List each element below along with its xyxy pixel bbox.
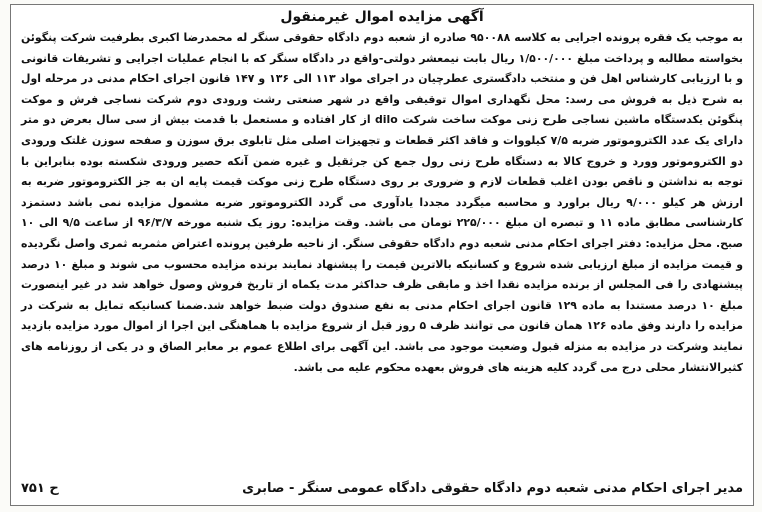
notice-code: ح ۷۵۱: [21, 481, 59, 496]
notice-footer: [21, 479, 743, 499]
notice-body: به موجب یک فقره پرونده اجرایی به کلاسه ۹۵۰۰۸۸ صادره از شعبه دوم دادگاه حقوقی سنگر له محمدرضا اکبری بطرفیت شرکت پنگوئن بخواسته مطالبه و پرداخت مبلغ ۱/۵۰۰/۰۰۰ ریال بابت نیمعشر دولتی-واقع در دادگاه سنگر که با انجام عملیات اجرایی و تشریفات قانونی و با ارزیابی کارشناس اهل فن و منتخب دادگستری عطرچیان در اجرای مواد ۱۱۳ الی ۱۳۶ و ۱۴۷ قانون اجرای احکام مدنی در مرحله اول به شرح ذیل به فروش می رسد: محل نگهداری اموال توقیفی واقع در شهر صنعتی رشت ورودی دوم شرکت نساجی فرش و موکت پنگوئن یکدستگاه ماشین نساجی طرح زنی موکت ساخت شرکت dilo از کار افتاده و مستعمل با قدمت بیش از سی سال بعرض دو متر دارای یک عدد الکتروموتور ضربه ۷/۵ کیلووات و فاقد اکثر قطعات و تجهیزات اصلی مثل تابلوی برق سوزن و صفحه سوزن غلتک ورودی دو الکتروموتور وورد و خروج کالا به دستگاه طرح زنی رول جمع کن جرثقیل و غیره ضمن آنکه حصیر ورودی شکسته بوده بنابراین با توجه به نداشتن و ناقص بودن اغلب قطعات لازم و ضروری بر روی دستگاه طرح زنی موکت قیمت پایه ان به جز الکتروموتور ضربه به ارزش هر کیلو ۹/۰۰۰ ریال براورد و محاسبه میگردد مجددا یادآوری می گردد الکتروموتور ضربه مشمول مزایده نمی باشد دستمزد کارشناسی مطابق ماده ۱۱ و تبصره ان مبلغ ۲۲۵/۰۰۰ تومان می باشد. وقت مزایده: روز یک شنبه مورخه ۹۶/۳/۷ از ساعت ۹/۵ الی ۱۰ صبح. محل مزایده: دفتر اجرای احکام مدنی شعبه دوم دادگاه حقوقی سنگر. از ناحیه طرفین پرونده اعتراض مثمربه ثمری واصل نگردیده و قیمت مزایده از مبلغ ارزیابی شده شروع و کسانیکه بالاترین قیمت را پیشنهاد نمایند برنده مزایده محسوب می شوند و مبلغ ۱۰ درصد پیشنهادی را فی المجلس از برنده مزایده نقدا اخذ و مابقی ظرف حداکثر مدت یکماه از تاریخ فروش وصول خواهد شد در غیر اینصورت مبلغ ۱۰ درصد مستندا به ماده ۱۲۹ قانون اجرای احکام مدنی به نفع صندوق دولت ضبط خواهد شد.ضمنا کسانیکه تمایل به شرکت در مزایده را دارند وفق ماده ۱۲۶ همان قانون می توانند ظرف ۵ روز قبل از شروع مزایده با هماهنگی این اجرا از اموال مورد مزایده بازدید نمایند وشرکت در مزایده به منزله قبول وضعیت موجود می باشد. این آگهی برای اطلاع عموم بر معابر الصاق و در یکی از روزنامه های کثیرالانتشار محلی درج می گردد کلیه هزینه های فروش بعهده محکوم علیه می باشد.: [21, 31, 744, 374]
newspaper-notice: [10, 4, 754, 506]
notice-title: آگهی مزایده اموال غیرمنقول: [280, 9, 484, 25]
notice-signature: مدیر اجرای احکام مدنی شعبه دوم دادگاه حقوقی دادگاه عمومی سنگر - صابری: [242, 481, 743, 496]
